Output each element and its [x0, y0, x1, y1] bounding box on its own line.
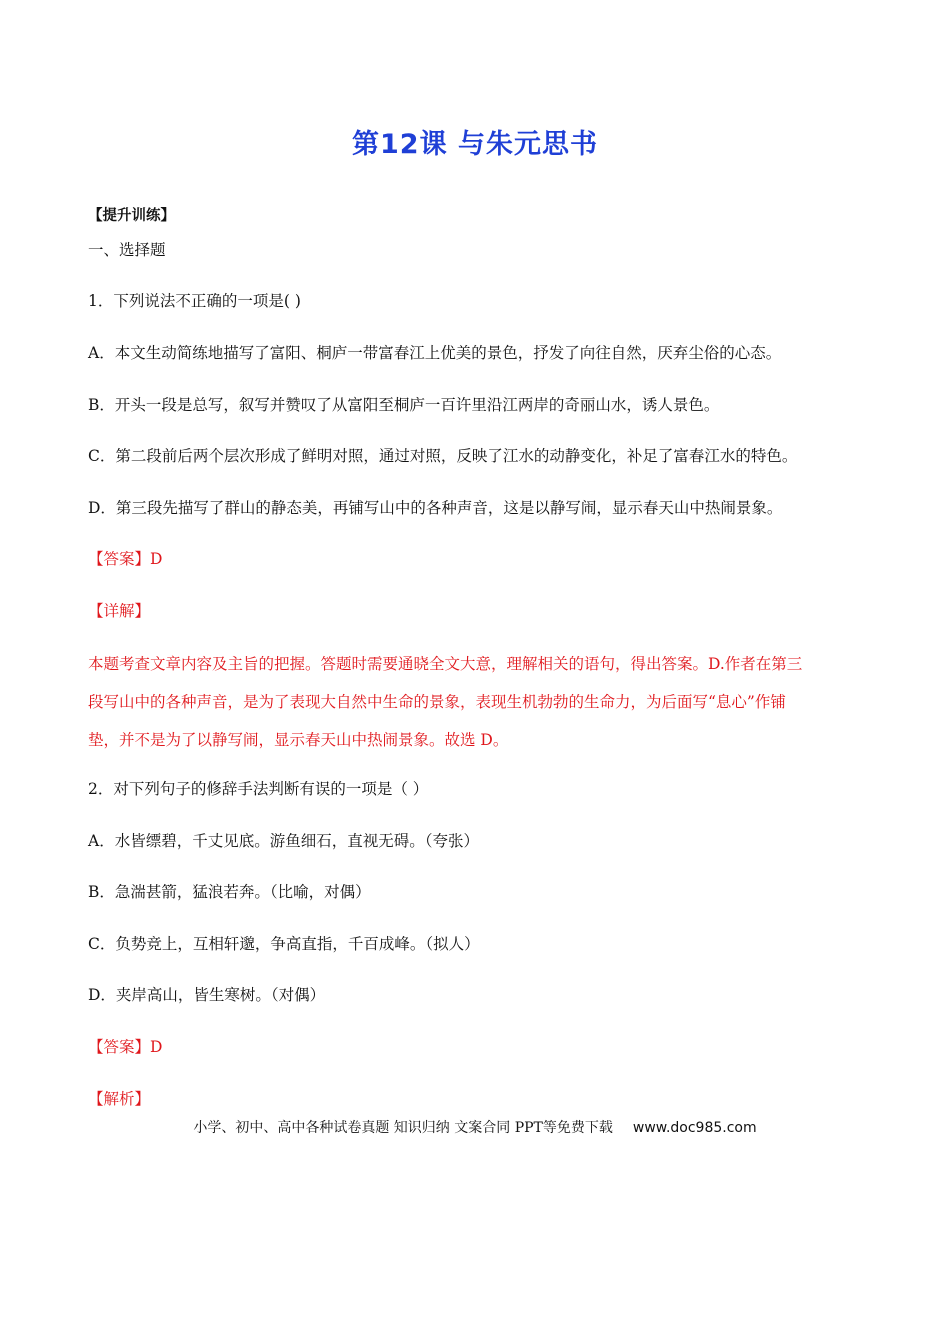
- question-1-detail-label: 【详解】: [88, 602, 151, 620]
- question-1-option-c: C．第二段前后两个层次形成了鲜明对照，通过对照，反映了江水的动静变化，补足了富春江水的特色。: [88, 447, 798, 465]
- answer-label: 【答案】: [88, 550, 151, 568]
- answer-label: 【答案】: [88, 1038, 151, 1056]
- page-title: 第12课 与朱元思书: [352, 129, 598, 160]
- explanation-line: 垫，并不是为了以静写闹，显示春天山中热闹景象。故选 D。: [88, 731, 509, 749]
- question-2-option-b: B．急湍甚箭，猛浪若奔。（比喻，对偶）: [88, 883, 371, 901]
- explanation-line: 段写山中的各种声音，是为了表现大自然中生命的景象，表现生机勃勃的生命力，为后面写“息心”作铺: [88, 693, 786, 711]
- footer-text: 小学、初中、高中各种试卷真题 知识归纳 文案合同 PPT等免费下载: [193, 1120, 613, 1136]
- question-2-option-d: D．夹岸高山，皆生寒树。（对偶）: [88, 986, 326, 1004]
- question-1-explanation: [88, 645, 860, 759]
- page-footer: [0, 1117, 950, 1137]
- answer-value: D: [150, 1038, 163, 1056]
- question-1-answer: [88, 547, 162, 569]
- question-2-stem: 2．对下列句子的修辞手法判断有误的一项是（ ）: [88, 780, 429, 798]
- question-1-option-d: D．第三段先描写了群山的静态美，再铺写山中的各种声音，这是以静写闹，显示春天山中热闹景象。: [88, 499, 783, 517]
- answer-value: D: [150, 550, 163, 568]
- section-tag: 【提升训练】: [88, 208, 175, 224]
- question-1-option-a: A．本文生动简练地描写了富阳、桐庐一带富春江上优美的景色，抒发了向往自然，厌弃尘俗的心态。: [88, 344, 782, 362]
- section-heading: 一、选择题: [88, 241, 166, 259]
- question-1-stem: 1．下列说法不正确的一项是( ): [88, 292, 301, 310]
- question-2-answer: [88, 1035, 162, 1057]
- explanation-line: 本题考查文章内容及主旨的把握。答题时需要通晓全文大意，理解相关的语句，得出答案。D.作者在第三: [88, 655, 803, 673]
- footer-url[interactable]: www.doc985.com: [632, 1120, 757, 1136]
- question-1-option-b: B．开头一段是总写，叙写并赞叹了从富阳至桐庐一百许里沿江两岸的奇丽山水，诱人景色。: [88, 396, 720, 414]
- question-2-option-c: C．负势竞上，互相轩邈，争高直指，千百成峰。（拟人）: [88, 935, 480, 953]
- question-2-option-a: A．水皆缥碧，千丈见底。游鱼细石，直视无碍。（夸张）: [88, 832, 479, 850]
- question-2-analysis-label: 【解析】: [88, 1090, 151, 1108]
